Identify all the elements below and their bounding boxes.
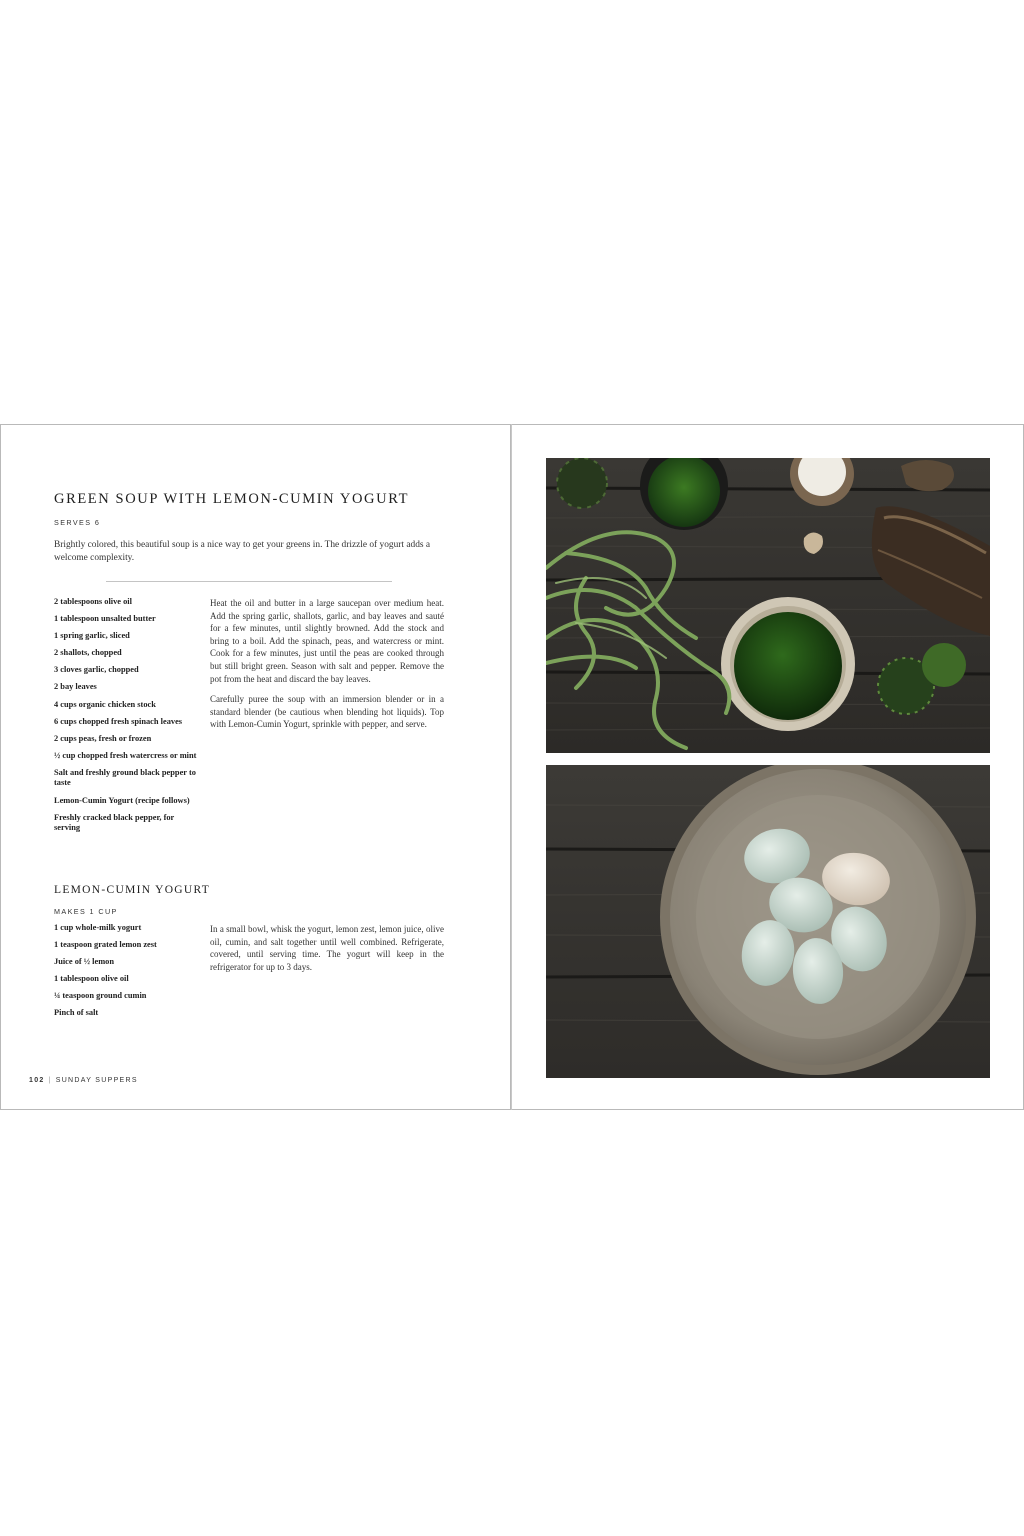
page-folio: 102 | SUNDAY SUPPERS <box>29 1077 138 1084</box>
section-name: SUNDAY SUPPERS <box>55 1077 138 1084</box>
ingredient-item: 1 cup whole-milk yogurt <box>54 923 142 932</box>
ingredient-item: Freshly cracked black pepper, for serving <box>54 812 175 833</box>
subrecipe-title: LEMON-CUMIN YOGURT <box>54 884 211 896</box>
subrecipe-yield: MAKES 1 CUP <box>54 907 118 916</box>
ingredient-item: 2 tablespoons olive oil <box>54 597 132 606</box>
page-number: 102 <box>29 1077 45 1084</box>
recipe-intro: Brightly colored, this beautiful soup is a nice way to get your greens in. The drizzle of yogurt adds a welcome complexity. <box>54 540 431 563</box>
ingredient-item: 1 teaspoon grated lemon zest <box>54 940 157 950</box>
ingredient-item: 2 bay leaves <box>54 682 97 692</box>
subrecipe-method <box>210 923 444 973</box>
ingredient-item: 2 cups peas, fresh or frozen <box>54 733 152 743</box>
method-paragraph: In a small bowl, whisk the yogurt, lemon zest, lemon juice, olive oil, cumin, and salt together until well combined. Refrigerate, covered, until serving time. The yogurt will keep in the refrigerator for up to 3 days. <box>210 924 444 972</box>
ingredient-item: Juice of ½ lemon <box>54 957 115 967</box>
ingredient-item: Lemon-Cumin Yogurt (recipe follows) <box>54 795 190 805</box>
divider <box>106 581 392 582</box>
eggs-in-bowl-photo <box>546 765 990 1078</box>
ingredient-item: 1 tablespoon unsalted butter <box>54 614 156 624</box>
left-page <box>0 424 511 1110</box>
ingredient-item: 1 spring garlic, sliced <box>54 631 130 641</box>
ingredient-list <box>54 597 199 840</box>
ingredient-item: Salt and freshly ground black pepper to taste <box>54 767 196 788</box>
ingredient-item: 2 shallots, chopped <box>54 648 122 658</box>
page-gutter <box>511 424 512 1110</box>
recipe-title: GREEN SOUP WITH LEMON-CUMIN YOGURT <box>54 491 410 507</box>
ingredient-item: 1 tablespoon olive oil <box>54 974 129 984</box>
subrecipe-ingredient-list <box>54 923 199 1026</box>
ingredient-item: 4 cups organic chicken stock <box>54 699 156 709</box>
ingredient-item: 3 cloves garlic, chopped <box>54 665 139 675</box>
method-text <box>210 597 444 739</box>
method-paragraph: Carefully puree the soup with an immersion blender or in a standard blender (be cautious when blending hot liquids). Top with Lemon-Cumin Yogurt, sprinkle with pepper, and serve. <box>210 694 444 730</box>
ingredient-item: ¼ teaspoon ground cumin <box>54 991 147 1001</box>
method-paragraph: Heat the oil and butter in a large saucepan over medium heat. Add the spring garlic, shallots, garlic, and bay leaves and sauté for a few minutes, until slightly browned. Add the stock and bring to a boil. Add the spinach, peas, and watercress or mint. Cook for a few minutes, just until the peas are cooked through but still bright green. Season with salt and pepper. Remove the pot from the heat and discard the bay leaves. <box>210 598 444 684</box>
soup-ingredients-photo <box>546 458 990 753</box>
ingredient-item: ½ cup chopped fresh watercress or mint <box>54 750 197 760</box>
ingredient-item: 6 cups chopped fresh spinach leaves <box>54 716 183 726</box>
ingredient-item: Pinch of salt <box>54 1008 99 1018</box>
recipe-yield: SERVES 6 <box>54 518 101 527</box>
